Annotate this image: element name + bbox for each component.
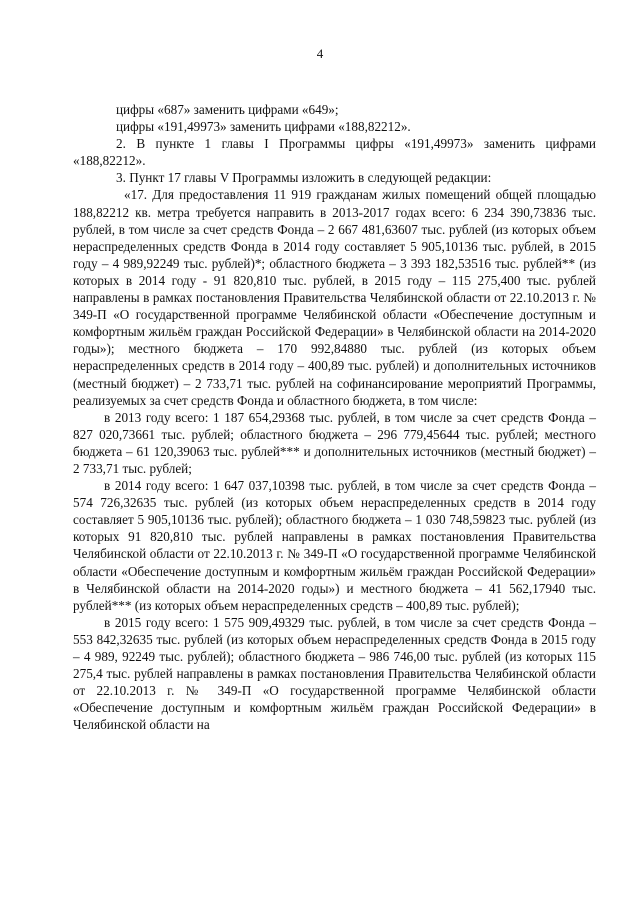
page-number: 4	[316, 46, 324, 61]
paragraph-2: цифры «191,49973» заменить цифрами «188,82212».	[116, 119, 411, 135]
paragraph-1: цифры «687» заменить цифрами «649»;	[116, 102, 339, 117]
paragraph-6: в 2013 году всего: 1 187 654,29368 тыс. рублей, в том числе за счет средств Фонда – 827 020,73661 тыс. рублей; областного бюджета – 296 779,45644 тыс. рублей; местного бюджета – 61 120,39063 тыс. рублей*** и дополнительных источников (местный бюджет) – 2 733,71 тыс. рублей;	[73, 409, 596, 476]
paragraph-4: 3. Пункт 17 главы V Программы изложить в следующей редакции:	[116, 170, 492, 186]
paragraph-8: в 2015 году всего: 1 575 909,49329 тыс. рублей, в том числе за счет средств Фонда – 553 842,32635 тыс. рублей (из которых объем нераспределенных средств Фонда в 2015 году – 4 989, 92249 тыс. рублей); областного бюджета – 986 746,00 тыс. рублей (из которых 115 275,4 тыс. рублей направлены в рамках постановления Правительства Челябинской области от 22.10.2013 г. № 349-П «О государственной программе Челябинской области «Обеспечение доступным и комфортным жильём граждан Российской Федерации» в Челябинской области на	[73, 614, 596, 733]
paragraph-3: 2. В пункте 1 главы I Программы цифры «191,49973» заменить цифрами «188,82212».	[73, 136, 596, 169]
paragraph-7: в 2014 году всего: 1 647 037,10398 тыс. рублей, в том числе за счет средств Фонда – 574 726,32635 тыс. рублей (из которых объем нераспределенных средств в 2014 году составляет 5 905,10136 тыс. рублей); областного бюджета – 1 030 748,59823 тыс. рублей (из которых 91 820,810 тыс. рублей направлены в рамках постановления Правительства Челябинской области от 22.10.2013 г. № 349-П «О государственной программе Челябинской области «Обеспечение доступным и комфортным жильём граждан Российской Федерации» в Челябинской области на 2014-2020 годы») и местного бюджета – 41 562,17940 тыс. рублей*** (из которых объем нераспределенных средств – 400,89 тыс. рублей);	[73, 478, 596, 613]
paragraph-5: «17. Для предоставления 11 919 гражданам жилых помещений общей площадью 188,82212 кв. метра требуется направить в 2013-2017 годах всего: 6 234 390,73836 тыс. рублей, в том числе за счет средств Фонда – 2 667 481,63607 тыс. рублей (из которых объем нераспределенных средств Фонда в 2014 году составляет 5 905,10136 тыс. рублей, в 2015 году – 4 989,92249 тыс. рублей)*; областного бюджета – 3 393 182,53516 тыс. рублей** (из которых в 2014 году - 91 820,810 тыс. рублей, в 2015 году – 115 275,400 тыс. рублей направлены в рамках постановления Правительства Челябинской области от 22.10.2013 г. № 349-П «О государственной программе Челябинской области «Обеспечение доступным и комфортным жильём граждан Российской Федерации» в Челябинской области на 2014-2020 годы»); местного бюджета – 170 992,84880 тыс. рублей (из которых объем нераспределенных средств в 2014 году – 400,89 тыс. рублей) и дополнительных источников (местный бюджет) – 2 733,71 тыс. рублей на софинансирование мероприятий Программы, реализуемых за счет средств Фонда и областного бюджета, в том числе:	[73, 187, 596, 408]
document-body	[73, 101, 596, 733]
